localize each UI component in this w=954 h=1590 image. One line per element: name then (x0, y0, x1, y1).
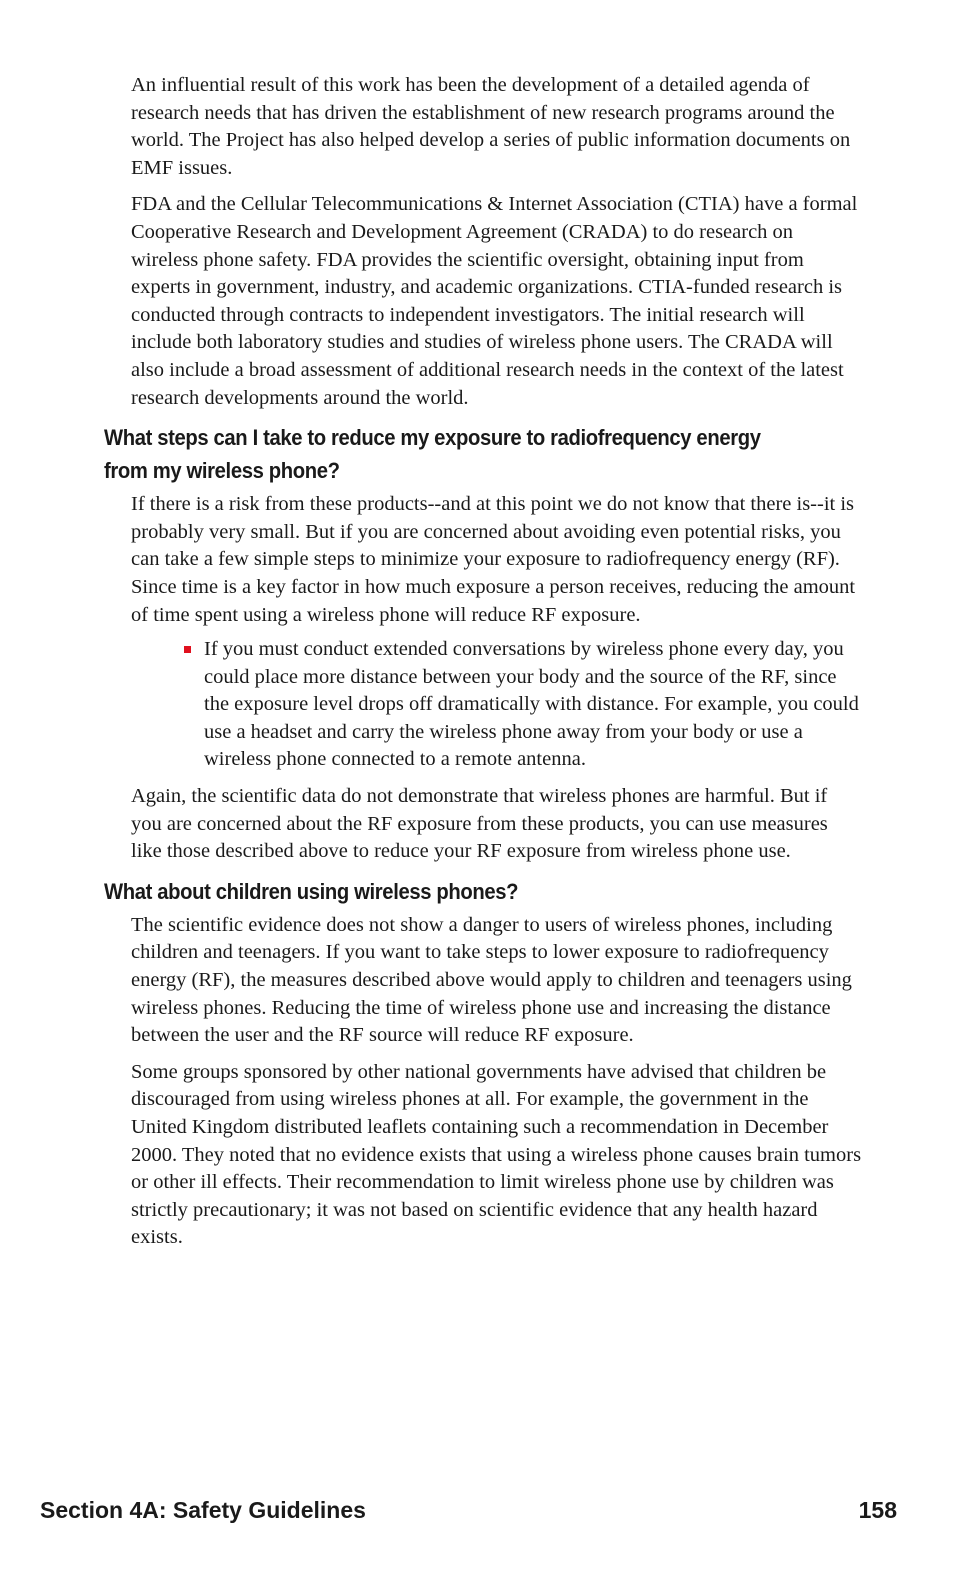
footer-section-title: Section 4A: Safety Guidelines (40, 1497, 366, 1523)
paragraph-children-evidence: The scientific evidence does not show a danger to users of wireless phones, including children and teenagers. If you want to take steps to lower exposure to radiofrequency energy (RF), the measures described above would apply to children and teenagers using wireless phones. Reducing the time of wireless phone use and increasing the distance between the user and the RF source will reduce RF exposure. (131, 913, 852, 1047)
square-bullet-icon (184, 646, 191, 653)
paragraph-crada: FDA and the Cellular Telecommunications & Internet Association (CTIA) have a formal Cooperative Research and Development Agreement (CRADA) to do research on wireless phone safety. FDA provides the scientific oversight, obtaining input from experts in government, industry, and academic organizations. CTIA-funded research is conducted through contracts to independent investigators. The initial research will include both laboratory studies and studies of wireless phone users. The CRADA will also include a broad assessment of additional research needs in the context of the latest research developments around the world. (131, 193, 858, 409)
paragraph-emf-project: An influential result of this work has been the development of a detailed agenda of research needs that has driven the establishment of new research programs around the world. The Project has also helped develop a series of public information documents on EMF issues. (131, 74, 851, 179)
page-footer (40, 1492, 897, 1528)
heading-children: What about children using wireless phones? (104, 878, 519, 904)
paragraph-uk-leaflets: Some groups sponsored by other national governments have advised that children be discouraged from using wireless phones at all. For example, the government in the United Kingdom distributed leaflets containing such a recommendation in December 2000. They noted that no evidence exists that using a wireless phone causes brain tumors or other ill effects. Their recommendation to limit wireless phone use by children was strictly precautionary; it was not based on scientific evidence that any health hazard exists. (131, 1060, 862, 1249)
page-content (0, 72, 954, 1261)
bullet-list (0, 636, 954, 774)
paragraph-risk-small: If there is a risk from these products--and at this point we do not know that there is--it is probably very small. But if you are concerned about avoiding even potential risks, you can take a few simple steps to minimize your exposure to radiofrequency energy (RF). Since time is a key factor in how much exposure a person receives, reducing the amount of time spent using a wireless phone will reduce RF exposure. (131, 493, 856, 626)
heading-reduce-exposure: What steps can I take to reduce my exposure to radiofrequency energy from my wireless phone? (104, 425, 761, 484)
list-item (204, 636, 864, 774)
page-number: 158 (858, 1497, 897, 1523)
bullet-text: If you must conduct extended conversations by wireless phone every day, you could place more distance between your body and the source of the RF, since the exposure level drops off dramatically with distance. For example, you could use a headset and carry the wireless phone away from your body or use a wireless phone connected to a remote antenna. (204, 638, 859, 771)
paragraph-again-data: Again, the scientific data do not demonstrate that wireless phones are harmful. But if you are concerned about the RF exposure from these products, you can use measures like those described above to reduce your RF exposure from wireless phone use. (131, 785, 828, 863)
